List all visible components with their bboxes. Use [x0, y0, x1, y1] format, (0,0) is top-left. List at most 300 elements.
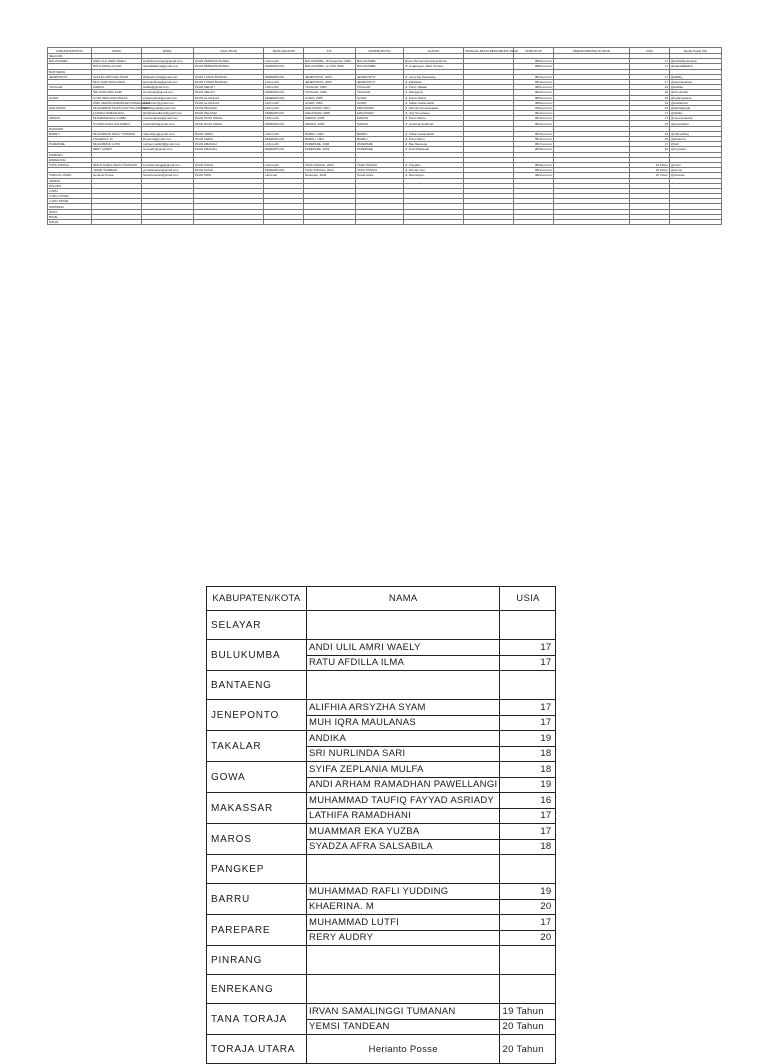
header-nama: NAMA — [307, 587, 500, 611]
spreadsheet-cell: 0822xxxxxxx — [514, 173, 554, 178]
table-row — [207, 946, 556, 975]
table-row — [207, 793, 556, 809]
spreadsheet-cell: @syadzaafra — [670, 121, 722, 126]
kabupaten-cell: MAROS — [207, 824, 307, 855]
table-row — [207, 731, 556, 747]
spreadsheet-cell: @syifazeplania — [670, 95, 722, 100]
spreadsheet-cell: LAKI-LAKI — [264, 162, 304, 167]
spreadsheet-cell: MUAMMAR EKA YUZBA — [92, 116, 142, 121]
spreadsheet-cell: @yemsi — [670, 168, 722, 173]
spreadsheet-cell: 17 — [630, 64, 670, 69]
spreadsheet-cell: ANDI ULIL AMRI WAELY — [92, 59, 142, 64]
nama-cell: LATHIFA RAMADHANI — [307, 808, 500, 824]
spreadsheet-cell: Jl. Perintis Kemerdekaan — [404, 105, 464, 110]
spreadsheet-cell — [514, 220, 554, 225]
spreadsheet-cell: PAUD CERIA — [194, 131, 264, 136]
spreadsheet-cell: GOWA — [356, 100, 404, 105]
spreadsheet-cell: MAROS, 2005 — [304, 116, 356, 121]
spreadsheet-cell: @irvan — [670, 162, 722, 167]
spreadsheet-cell: BARRU — [356, 131, 404, 136]
spreadsheet-cell — [92, 220, 142, 225]
spreadsheet-cell: Laki-Laki — [264, 173, 304, 178]
spreadsheet-cell: Jl. Andi Makkasau — [404, 147, 464, 152]
spreadsheet-cell: 16 — [630, 105, 670, 110]
spreadsheet-cell: MUHAMMAD RAFLI YUDDING — [92, 131, 142, 136]
spreadsheet-cell: ENREKANG — [48, 157, 92, 162]
spreadsheet-header-cell: TANGGAL MULAI BERGABUNG PAUD — [465, 48, 518, 53]
spreadsheet-cell: RATU AFDILLA ILMA — [92, 64, 142, 69]
spreadsheet-cell — [356, 220, 404, 225]
spreadsheet-cell: 0852xxxxxxx — [514, 64, 554, 69]
spreadsheet-cell: Jl. Poros Maros — [404, 116, 464, 121]
kabupaten-cell: TANA TORAJA — [207, 1004, 307, 1035]
spreadsheet-cell: BANTAENG — [48, 69, 92, 74]
spreadsheet-cell — [404, 220, 464, 225]
spreadsheet-cell: JENEPONTO — [356, 79, 404, 84]
spreadsheet-cell: TAKALAR, 2005 — [304, 90, 356, 95]
usia-cell: 20 — [500, 930, 556, 946]
spreadsheet-header-cell: DOMISILI/KOTA — [356, 48, 404, 54]
spreadsheet-cell: ANDI ARHAM RAMADHAN PAWELLANGI — [93, 100, 150, 105]
spreadsheet-cell: LAKI-LAKI — [264, 105, 304, 110]
spreadsheet-cell: 17 — [630, 59, 670, 64]
spreadsheet-cell: PAREPARE — [356, 147, 404, 152]
spreadsheet-cell: khaerina@gmail.com — [142, 137, 194, 142]
nama-cell — [307, 975, 500, 1004]
usia-cell: 19 — [500, 731, 556, 747]
kabupaten-cell: JENEPONTO — [207, 700, 307, 731]
spreadsheet-cell: andiarham@gmail.com — [142, 100, 194, 105]
spreadsheet-cell: 0822xxxxxxx — [514, 90, 554, 95]
spreadsheet-cell: LAKI-LAKI — [264, 79, 304, 84]
spreadsheet-cell: JENEPONTO, 2004 — [304, 74, 356, 79]
spreadsheet-cell: PAUD MELATI — [194, 90, 264, 95]
spreadsheet-cell: PAREPARE — [356, 142, 404, 147]
usia-cell: 20 Tahun — [500, 1035, 556, 1064]
spreadsheet-cell: JENEPONTO, 2006 — [304, 79, 356, 84]
spreadsheet-cell: alifhiaarsyzha@gmail.com — [142, 74, 194, 79]
nama-cell: ANDI ULIL AMRI WAELY — [307, 640, 500, 656]
nama-cell — [307, 855, 500, 884]
spreadsheet-cell — [304, 220, 356, 225]
spreadsheet-cell: LUWU TIMUR — [48, 199, 92, 204]
spreadsheet-cell: Toraja Utara — [356, 173, 404, 178]
spreadsheet-cell: Jl. Jenderal Sudirman — [404, 121, 464, 126]
spreadsheet-cell: 0813xxxxxxx — [514, 116, 554, 121]
spreadsheet-cell: @muammareka — [670, 116, 722, 121]
spreadsheet-cell: MAROS, 2005 — [304, 121, 356, 126]
spreadsheet-cell: lathifaramadhani@gmail.com — [142, 111, 194, 116]
spreadsheet-cell — [142, 220, 194, 225]
spreadsheet-cell: PEREMPUAN — [264, 137, 304, 142]
spreadsheet-cell: PAUD SION — [194, 173, 264, 178]
spreadsheet-cell: Jl. Pongtiku — [404, 162, 464, 167]
spreadsheet-cell: BULUKUMBA — [48, 59, 92, 64]
spreadsheet-cell: 19 — [630, 85, 670, 90]
spreadsheet-cell: GOWA — [356, 95, 404, 100]
spreadsheet-cell: SYIFA ZEPLANIA MULFA — [92, 95, 142, 100]
spreadsheet-cell: Jl. Poros Takalar — [404, 85, 464, 90]
spreadsheet-cell: GOWA, 2005 — [304, 95, 356, 100]
spreadsheet-cell: Jl. Diponegoro — [404, 173, 464, 178]
spreadsheet-cell: @andiulilamriwaely — [670, 59, 722, 64]
spreadsheet-cell: SRI NURLINDA SARI — [92, 90, 142, 95]
spreadsheet-cell: Jl. Lanto Dg Pasewang — [404, 74, 464, 79]
spreadsheet-cell: Jl. Sultan Hasanuddin — [404, 131, 464, 136]
spreadsheet-cell: LAKI-LAKI — [264, 59, 304, 64]
spreadsheet-header-cell: TTL — [304, 48, 356, 54]
spreadsheet-cell: BULUKUMBA, 12 JUNI 2006 — [304, 64, 356, 69]
usia-cell — [500, 946, 556, 975]
kabupaten-cell: MAKASSAR — [207, 793, 307, 824]
spreadsheet-cell: BARRU, 2004 — [304, 131, 356, 136]
spreadsheet-cell: LAKI-LAKI — [264, 142, 304, 147]
spreadsheet-cell: TAKALAR — [356, 85, 404, 90]
spreadsheet-cell: PANGKEP — [48, 126, 92, 131]
spreadsheet-cell: PEREMPUAN — [264, 147, 304, 152]
spreadsheet-cell — [464, 220, 514, 225]
spreadsheet-cell: RERY AUDRY — [92, 147, 142, 152]
table-row — [207, 975, 556, 1004]
spreadsheet-cell: LUWU — [48, 188, 92, 193]
spreadsheet-cell: TAKALAR — [48, 85, 92, 90]
spreadsheet-cell: 0811xxxxxxx — [514, 105, 554, 110]
spreadsheet-cell: MUHAMMAD TAUFIQ FAYYAD ASRIADY — [93, 105, 149, 110]
spreadsheet-cell: LAKI-LAKI — [264, 116, 304, 121]
kabupaten-cell: BULUKUMBA — [207, 640, 307, 671]
usia-cell: 18 — [500, 839, 556, 855]
spreadsheet-cell: PAUD KASIH — [194, 162, 264, 167]
spreadsheet-cell: Jl. Poros Malino — [404, 95, 464, 100]
nama-cell: KHAERINA. M — [307, 899, 500, 915]
spreadsheet-cell: JENEPONTO — [48, 74, 92, 79]
usia-cell: 17 — [500, 700, 556, 716]
spreadsheet-cell: PALOPO — [48, 183, 92, 188]
spreadsheet-cell: LAKI-LAKI — [264, 100, 304, 105]
spreadsheet-cell: SYADZA AFRA SALSABILA — [92, 121, 142, 126]
spreadsheet-cell: TANA TORAJA — [356, 162, 404, 167]
kabupaten-cell: SELAYAR — [207, 611, 307, 640]
spreadsheet-cell: Jl. Bau Massepe — [404, 142, 464, 147]
spreadsheet-cell: 17 — [630, 116, 670, 121]
usia-cell: 18 — [500, 746, 556, 762]
usia-cell: 16 — [500, 793, 556, 809]
nama-cell: MUHAMMAD RAFLI YUDDING — [307, 884, 500, 900]
spreadsheet-cell: PAUD TUNAS BANGSA — [194, 74, 264, 79]
nama-cell: SYADZA AFRA SALSABILA — [307, 839, 500, 855]
kabupaten-cell: TORAJA UTARA — [207, 1035, 307, 1064]
spreadsheet-cell: 18 — [630, 95, 670, 100]
spreadsheet-header-cell: Media Sosial (IG) — [670, 48, 722, 54]
spreadsheet-cell: SELAYAR — [48, 54, 92, 59]
usia-cell — [500, 611, 556, 640]
spreadsheet-cell: @taufiqfayyad — [670, 105, 722, 110]
usia-cell: 19 — [500, 884, 556, 900]
spreadsheet-cell: PAREPARE — [48, 142, 92, 147]
spreadsheet-cell: PAUD AL-IKHLAS — [194, 95, 264, 100]
spreadsheet-cell: Jl. Lingkungan Jalan Tentara — [404, 64, 464, 69]
spreadsheet-cell: PAUD PELANGI — [194, 105, 264, 110]
table-row — [207, 762, 556, 778]
spreadsheet-cell: yemsitandean@gmail.com — [142, 168, 194, 173]
spreadsheet-cell: iqramaulanas@gmail.com — [142, 79, 194, 84]
spreadsheet-cell: MAKASSAR, 2006 — [304, 111, 356, 116]
spreadsheet-cell: TAKALAR, 2004 — [304, 85, 356, 90]
kabupaten-cell: PINRANG — [207, 946, 307, 975]
kabupaten-cell: BANTAENG — [207, 671, 307, 700]
usia-cell — [500, 975, 556, 1004]
usia-cell: 17 — [500, 640, 556, 656]
kabupaten-cell: TAKALAR — [207, 731, 307, 762]
spreadsheet-cell: PEREMPUAN — [264, 111, 304, 116]
spreadsheet-cell: IRVAN SAMALINGGI TUMANAN — [92, 162, 142, 167]
spreadsheet-cell: @khaerina — [670, 137, 722, 142]
spreadsheet-cell: muhammadlutfi@gmail.com — [142, 142, 194, 147]
spreadsheet-cell: Jl. Pahlawan — [404, 79, 464, 84]
spreadsheet-cell: 0817xxxxxxx — [514, 142, 554, 147]
table-row — [207, 1004, 556, 1020]
spreadsheet-cell: PAUD NUSA INDAH — [194, 116, 264, 121]
kabupaten-cell: BARRU — [207, 884, 307, 915]
spreadsheet-cell: 20 Tahun — [630, 168, 670, 173]
table-row — [207, 700, 556, 716]
spreadsheet-cell: @herianto — [670, 173, 722, 178]
spreadsheet-cell: 19 — [630, 100, 670, 105]
spreadsheet-cell: taufiqfayyad@gmail.com — [142, 105, 194, 110]
nama-cell: ALIFHIA ARSYZHA SYAM — [307, 700, 500, 716]
spreadsheet-cell: BARRU, 2003 — [304, 137, 356, 142]
spreadsheet-cell: muammareka@gmail.com — [142, 116, 194, 121]
spreadsheet-cell: Jl. Urip Sumoharjo — [404, 111, 464, 116]
spreadsheet-cell: 0819xxxxxxx — [514, 162, 554, 167]
spreadsheet-cell: Dusun Bontomanai Desa Bonto — [404, 59, 464, 64]
table-row — [207, 824, 556, 840]
spreadsheet-cell: SIDRAP — [48, 178, 92, 183]
spreadsheet-cell: ALIFHIA ARSYZHA SYAM — [92, 74, 142, 79]
usia-cell: 19 Tahun — [500, 1004, 556, 1020]
nama-cell: MUHAMMAD LUTFI — [307, 915, 500, 931]
spreadsheet-cell: 20 — [630, 137, 670, 142]
spreadsheet-cell: KHAERINA. M — [92, 137, 142, 142]
spreadsheet-cell: Jl. Sultan Hasanuddin — [404, 100, 464, 105]
spreadsheet-cell: raflyudding@gmail.com — [142, 131, 194, 136]
spreadsheet-cell: Jl. Poros Barru — [404, 137, 464, 142]
table-row — [207, 640, 556, 656]
spreadsheet-cell: TORAJA UTARA — [48, 173, 92, 178]
spreadsheet-cell: 18 — [630, 121, 670, 126]
spreadsheet-cell: 0812xxxxxxx — [514, 74, 554, 79]
spreadsheet-cell: PEREMPUAN — [264, 121, 304, 126]
spreadsheet-cell: TANA TORAJA, 2003 — [304, 168, 356, 173]
spreadsheet-header-cell: NAMA — [92, 48, 142, 54]
spreadsheet-cell: TANA TORAJA — [356, 168, 404, 173]
table-row — [207, 611, 556, 640]
nama-cell: SRI NURLINDA SARI — [307, 746, 500, 762]
spreadsheet-cell: 0815xxxxxxx — [514, 131, 554, 136]
spreadsheet-cell: PAUD PERMATA BUNDA — [194, 64, 264, 69]
spreadsheet-cell: @lutfi — [670, 142, 722, 147]
spreadsheet-cell — [630, 220, 670, 225]
table-row — [207, 855, 556, 884]
spreadsheet-cell: @ratuafdillailma — [670, 64, 722, 69]
spreadsheet-cell: reryaudry@gmail.com — [142, 147, 194, 152]
spreadsheet-cell: syifazeplania@gmail.com — [142, 95, 194, 100]
spreadsheet-cell: MAROS — [48, 116, 92, 121]
spreadsheet-cell: MAKASSAR — [356, 105, 404, 110]
spreadsheet-cell: PEREMPUAN — [264, 168, 304, 173]
spreadsheet-cell: 0813xxxxxxx — [514, 79, 554, 84]
spreadsheet-cell: 0818xxxxxxx — [514, 147, 554, 152]
spreadsheet-cell: ratuafdillailma@gmail.com — [142, 64, 194, 69]
spreadsheet-cell: TAKALAR — [356, 90, 404, 95]
spreadsheet-cell: syadzaafra@gmail.com — [142, 121, 194, 126]
spreadsheet-row — [48, 220, 722, 225]
spreadsheet-cell: srinurlinda@gmail.com — [142, 90, 194, 95]
spreadsheet-cell: @reryaudry — [670, 147, 722, 152]
spreadsheet-header-cell: ALAMAT — [404, 48, 464, 54]
spreadsheet-cell: PEREMPUAN — [264, 64, 304, 69]
participants-table — [206, 586, 556, 1064]
spreadsheet-cell: 17 — [630, 79, 670, 84]
spreadsheet-cell: SINJAI — [48, 220, 92, 225]
spreadsheet-cell: PAREPARE, 2006 — [304, 142, 356, 147]
spreadsheet-cell: @lathifa — [670, 111, 722, 116]
spreadsheet-cell: 0853xxxxxxx — [514, 100, 554, 105]
spreadsheet-cell: TANA TORAJA, 2004 — [304, 162, 356, 167]
spreadsheet-cell — [194, 220, 264, 225]
spreadsheet-cell: irvansamalinggi@gmail.com — [142, 162, 194, 167]
spreadsheet-cell: PAUD PERMATA BUNDA — [194, 59, 264, 64]
spreadsheet-cell: JENEPONTO — [356, 74, 404, 79]
spreadsheet-cell: MAROS — [356, 116, 404, 121]
spreadsheet-header-cell: USIA — [630, 48, 670, 54]
nama-cell: MUHAMMAD TAUFIQ FAYYAD ASRIADY — [307, 793, 500, 809]
usia-cell: 17 — [500, 715, 556, 731]
spreadsheet-cell — [554, 220, 630, 225]
spreadsheet-cell: 17 — [630, 142, 670, 147]
usia-cell: 19 — [500, 777, 556, 793]
usia-cell: 17 — [500, 655, 556, 671]
header-usia: USIA — [500, 587, 556, 611]
spreadsheet-cell: Rantepao, 2003 — [304, 173, 356, 178]
spreadsheet-cell — [264, 220, 304, 225]
nama-cell: ANDIKA — [307, 731, 500, 747]
spreadsheet-cell: 18 — [630, 90, 670, 95]
nama-cell: RATU AFDILLA ILMA — [307, 655, 500, 671]
spreadsheet-cell: PEREMPUAN — [264, 90, 304, 95]
spreadsheet-cell: PAUD TUNAS BANGSA — [194, 79, 264, 84]
usia-cell: 17 — [500, 915, 556, 931]
spreadsheet-cell: LAKI-LAKI — [264, 85, 304, 90]
spreadsheet-header-cell: ASAL PAUD — [194, 48, 264, 54]
nama-cell: ANDI ARHAM RAMADHAN PAWELLANGI — [307, 777, 500, 793]
spreadsheet-cell: WAJO — [48, 209, 92, 214]
usia-cell: 20 — [500, 899, 556, 915]
spreadsheet-cell: 19 — [630, 131, 670, 136]
spreadsheet-cell: BULUKUMBA, 15 Desember 2006 — [304, 59, 356, 64]
spreadsheet-cell: 0821xxxxxxx — [514, 168, 554, 173]
kabupaten-cell: PANGKEP — [207, 855, 307, 884]
spreadsheet-cell: ANDIKA — [92, 85, 142, 90]
spreadsheet-cell: andika@gmail.com — [142, 85, 194, 90]
kabupaten-cell: GOWA — [207, 762, 307, 793]
spreadsheet-cell: BARRU — [48, 131, 92, 136]
usia-cell — [500, 671, 556, 700]
spreadsheet-cell: YEMSI TANDEAN — [92, 168, 142, 173]
spreadsheet-cell: PEREMPUAN — [264, 95, 304, 100]
nama-cell: YEMSI TANDEAN — [307, 1019, 500, 1035]
spreadsheet-cell: @alifhia_ — [670, 74, 722, 79]
spreadsheet-cell: GOWA, 2004 — [304, 100, 356, 105]
spreadsheet-cell: PAREPARE, 2003 — [304, 147, 356, 152]
spreadsheet-cell: 0852xxxxxxx — [514, 95, 554, 100]
spreadsheet-cell: 0821xxxxxxx — [514, 85, 554, 90]
spreadsheet-cell: 0853xxxxxxx — [514, 59, 554, 64]
spreadsheet-cell: MUHAMMAD LUTFI — [92, 142, 142, 147]
spreadsheet-cell: PAUD KASIH — [194, 168, 264, 173]
spreadsheet-cell — [670, 220, 722, 225]
spreadsheet-cell: PEREMPUAN — [264, 74, 304, 79]
spreadsheet-cell: PAUD AL-IKHLAS — [194, 100, 264, 105]
spreadsheet-header-cell: JENIS KELAMIN — [264, 48, 304, 54]
spreadsheet-cell: LATHIFA RAMADHANI — [92, 111, 142, 116]
nama-cell: MUAMMAR EKA YUZBA — [307, 824, 500, 840]
table-row — [207, 1035, 556, 1064]
spreadsheet-cell: Jl. Ranggong — [404, 90, 464, 95]
spreadsheet-cell: LUWU UTARA — [48, 194, 92, 199]
spreadsheet-cell: PINRANG — [48, 152, 92, 157]
spreadsheet-cell: TANA TORAJA — [48, 162, 92, 167]
spreadsheet-cell: BULUKUMBA — [356, 59, 404, 64]
spreadsheet-cell: BONE — [48, 214, 92, 219]
spreadsheet-cell: PAUD PELANGI — [194, 111, 264, 116]
spreadsheet-cell: 0816xxxxxxx — [514, 137, 554, 142]
spreadsheet-cell: 20 — [630, 147, 670, 152]
spreadsheet-cell: @andika — [670, 85, 722, 90]
spreadsheet-cell: PAUD AMANAH — [194, 147, 264, 152]
spreadsheet-header-cell: NOMOR HP — [514, 48, 554, 54]
nama-cell: Herianto Posse — [307, 1035, 500, 1064]
spreadsheet-header-cell: PERAN/JABATAN DI PAUD — [554, 48, 630, 54]
table-header-row — [207, 587, 556, 611]
nama-cell: RERY AUDRY — [307, 930, 500, 946]
spreadsheet-cell: BULUKUMBA — [356, 64, 404, 69]
spreadsheet-cell: PAUD CERIA — [194, 137, 264, 142]
spreadsheet-cell: GOWA — [48, 95, 92, 100]
usia-cell: 20 Tahun — [500, 1019, 556, 1035]
nama-cell: MUH IQRA MAULANAS — [307, 715, 500, 731]
spreadsheet-cell: @srinurlinda — [670, 90, 722, 95]
spreadsheet-cell: LAKI-LAKI — [264, 131, 304, 136]
table-row — [207, 884, 556, 900]
spreadsheet-cell: 19 Tahun — [630, 162, 670, 167]
table-row — [207, 671, 556, 700]
spreadsheet-cell: MAKASSAR — [48, 105, 92, 110]
header-kabupaten: KABUPATEN/KOTA — [207, 587, 307, 611]
registration-spreadsheet — [47, 47, 722, 225]
spreadsheet-cell: SOPPENG — [48, 204, 92, 209]
usia-cell: 17 — [500, 808, 556, 824]
table-row — [207, 915, 556, 931]
spreadsheet-cell: MAKASSAR, 2007 — [304, 105, 356, 110]
spreadsheet-cell: 20 Tahun — [630, 173, 670, 178]
spreadsheet-cell: MAKASSAR — [356, 111, 404, 116]
spreadsheet-cell: 0812xxxxxxx — [514, 111, 554, 116]
spreadsheet-cell: 17 — [630, 74, 670, 79]
kabupaten-cell: ENREKANG — [207, 975, 307, 1004]
nama-cell: IRVAN SAMALINGGI TUMANAN — [307, 1004, 500, 1020]
spreadsheet-cell: MAROS — [356, 121, 404, 126]
